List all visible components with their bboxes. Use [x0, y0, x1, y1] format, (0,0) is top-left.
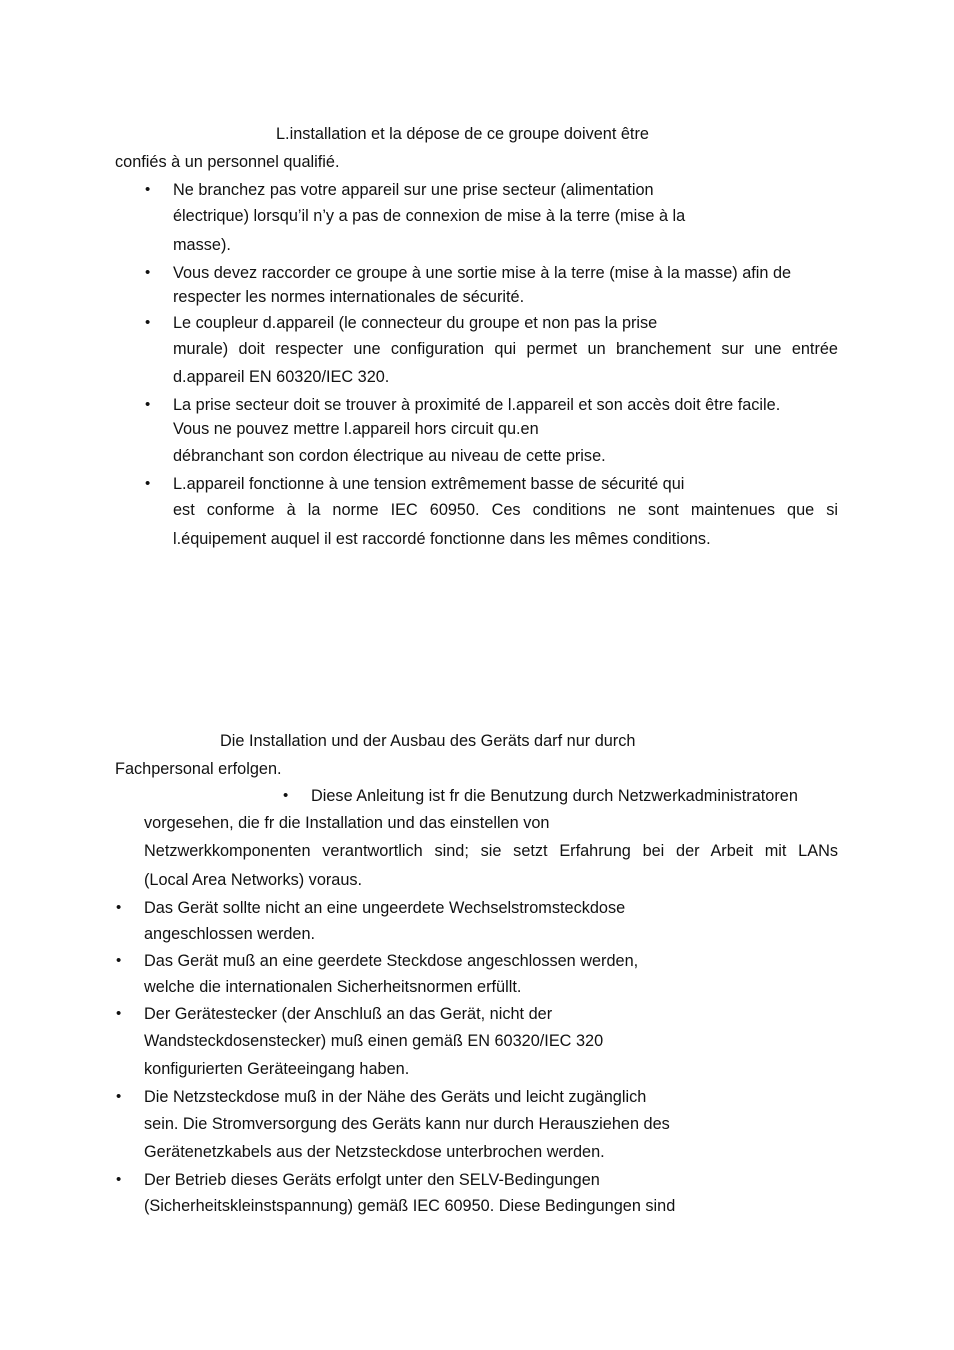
german-item-6-line-1: Der Betrieb dieses Geräts erfolgt unter den SELV-Bedingungen [144, 1171, 600, 1189]
french-item-3-line-3: d.appareil EN 60320/IEC 320. [173, 368, 390, 386]
french-item-2-line-1: Vous devez raccorder ce groupe à une sortie mise à la terre (mise à la masse) afin de [173, 264, 792, 282]
german-item-6-line-2: (Sicherheitskleinstspannung) gemäß IEC 60950. Diese Bedingungen sind [144, 1197, 676, 1215]
german-item-1-line-1: Diese Anleitung ist fr die Benutzung durch Netzwerkadministratoren [311, 787, 798, 805]
french-item-5-line-3: l.équipement auquel il est raccordé fonctionne dans les mêmes conditions. [173, 530, 711, 548]
bullet-icon: • [145, 396, 151, 413]
german-item-4-line-2: Wandsteckdosenstecker) muß einen gemäß EN 60320/IEC 320 [144, 1032, 604, 1050]
french-intro-line-1: L.installation et la dépose de ce groupe doivent être [276, 125, 649, 143]
french-item-1-line-2: électrique) lorsqu’il n’y a pas de connexion de mise à la terre (mise à la [173, 207, 686, 225]
french-item-5-line-2: est conforme à la norme IEC 60950. Ces conditions ne sont maintenues que si [173, 501, 838, 519]
german-intro-line-2: Fachpersonal erfolgen. [115, 760, 282, 778]
french-item-4-line-2: Vous ne pouvez mettre l.appareil hors circuit qu.en [173, 420, 539, 438]
german-item-5-line-1: Die Netzsteckdose muß in der Nähe des Geräts und leicht zugänglich [144, 1088, 647, 1106]
german-intro-line-1: Die Installation und der Ausbau des Geräts darf nur durch [220, 732, 636, 750]
bullet-icon: • [145, 475, 151, 492]
french-item-1-line-1: Ne branchez pas votre appareil sur une prise secteur (alimentation [173, 181, 654, 199]
bullet-icon: • [145, 264, 151, 281]
french-item-2-line-2: respecter les normes internationales de sécurité. [173, 288, 525, 306]
german-item-5-line-2: sein. Die Stromversorgung des Geräts kann nur durch Herausziehen des [144, 1115, 670, 1133]
german-item-1-line-3: Netzwerkkomponenten verantwortlich sind; sie setzt Erfahrung bei der Arbeit mit LANs [144, 842, 838, 860]
bullet-icon: • [145, 181, 151, 198]
french-intro-line-2: confiés à un personnel qualifié. [115, 153, 340, 171]
bullet-icon: • [116, 1088, 122, 1105]
german-item-3-line-2: welche die internationalen Sicherheitsnormen erfüllt. [144, 978, 522, 996]
german-item-4-line-3: konfigurierten Geräteeingang haben. [144, 1060, 410, 1078]
german-item-3-line-1: Das Gerät muß an eine geerdete Steckdose angeschlossen werden, [144, 952, 639, 970]
french-item-3-line-2: murale) doit respecter une configuration qui permet un branchement sur une entrée [173, 340, 838, 358]
german-item-1-line-4: (Local Area Networks) voraus. [144, 871, 363, 889]
bullet-icon: • [116, 1005, 122, 1022]
german-item-1-line-2: vorgesehen, die fr die Installation und das einstellen von [144, 814, 550, 832]
french-item-1-line-3: masse). [173, 236, 231, 254]
french-item-4-line-1: La prise secteur doit se trouver à proximité de l.appareil et son accès doit être facile. [173, 396, 781, 414]
bullet-icon: • [116, 952, 122, 969]
bullet-icon: • [116, 1171, 122, 1188]
german-item-4-line-1: Der Gerätestecker (der Anschluß an das Gerät, nicht der [144, 1005, 553, 1023]
german-item-2-line-1: Das Gerät sollte nicht an eine ungeerdete Wechselstromsteckdose [144, 899, 626, 917]
french-item-3-line-1: Le coupleur d.appareil (le connecteur du groupe et non pas la prise [173, 314, 658, 332]
german-item-2-line-2: angeschlossen werden. [144, 925, 316, 943]
german-item-5-line-3: Gerätenetzkabels aus der Netzsteckdose unterbrochen werden. [144, 1143, 605, 1161]
bullet-icon: • [283, 787, 289, 804]
bullet-icon: • [145, 314, 151, 331]
bullet-icon: • [116, 899, 122, 916]
french-item-4-line-3: débranchant son cordon électrique au niveau de cette prise. [173, 447, 606, 465]
french-item-5-line-1: L.appareil fonctionne à une tension extrêmement basse de sécurité qui [173, 475, 685, 493]
